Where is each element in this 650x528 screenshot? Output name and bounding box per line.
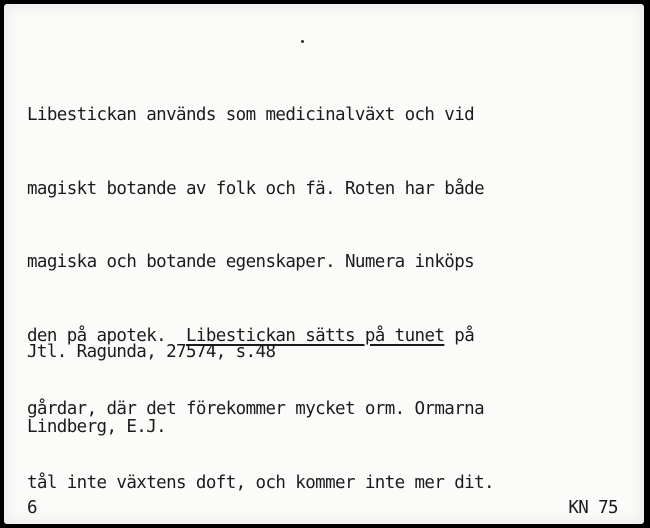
source-informant: Lindberg, E.J. [27, 416, 167, 437]
speck-mark [301, 40, 304, 43]
text-line: magiska och botande egenskaper. Numera inköps [27, 252, 475, 272]
text-line: gårdar, där det förekommer mycket orm. Ormarna [27, 399, 485, 419]
text-line: den på apotek. Libestickan sätts på tunet på [27, 325, 475, 346]
archive-card [4, 4, 644, 524]
text-line: tål inte växtens doft, och kommer inte mer dit. [27, 472, 494, 493]
source-location: Jtl. Ragunda, 27574, s.48 [27, 342, 276, 362]
source-reference [27, 290, 275, 489]
text-line: Libestickan används som medicinalväxt och vid [27, 105, 475, 125]
page-number: 6 [27, 498, 37, 518]
underlined-phrase: Libestickan sätts på tunet [185, 325, 445, 346]
archive-code: KN 75 [568, 498, 618, 518]
text-line: magiskt botande av folk och fä. Roten har både [27, 178, 485, 199]
